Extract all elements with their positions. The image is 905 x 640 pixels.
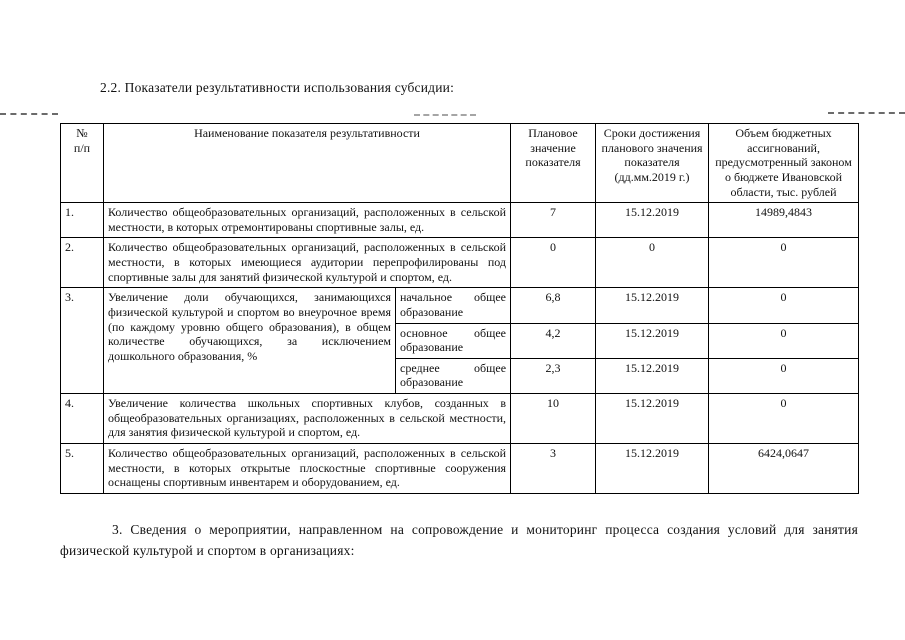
row-plan: 10 [511,394,596,444]
row-num: 3. [61,288,104,394]
row-budget: 6424,0647 [709,443,859,493]
row-num: 5. [61,443,104,493]
row-budget: 0 [709,288,859,323]
row-name: Увеличение доли обучающихся, занимающихся физической культурой и спортом во внеурочное время (по каждому уровню общего образования), в общем количестве обучающихся, за исключением дошкольного образования, % [104,288,396,394]
row-plan: 0 [511,238,596,288]
row-name: Увеличение количества школьных спортивных клубов, созданных в общеобразовательных организациях, расположенных в сельской местности, для занятия физической культурой и спортом, ед. [104,394,511,444]
header-deadline: Сроки достижения планового значения показателя (дд.мм.2019 г.) [596,124,709,203]
table-row-2 [61,238,859,288]
header-name: Наименование показателя результативности [104,124,511,203]
results-table [60,123,859,494]
row-deadline: 15.12.2019 [596,288,709,323]
row-deadline: 15.12.2019 [596,323,709,358]
row-name: Количество общеобразовательных организаций, расположенных в сельской местности, в которых открытые плоскостные спортивные сооружения оснащены спортивным инвентарем и оборудованием, ед. [104,443,511,493]
row-deadline: 15.12.2019 [596,443,709,493]
row-deadline: 15.12.2019 [596,394,709,444]
row-sublevel-label: основное общее образование [396,323,511,358]
row-name: Количество общеобразовательных организаций, расположенных в сельской местности, в которых имеющиеся аудитории перепрофилированы под спортивные залы для занятий физической культурой и спортом, ед. [104,238,511,288]
table-row-5 [61,443,859,493]
table-header-row [61,124,859,203]
row-plan: 6,8 [511,288,596,323]
row-num: 1. [61,203,104,238]
row-name: Количество общеобразовательных организаций, расположенных в сельской местности, в которых отремонтированы спортивные залы, ед. [104,203,511,238]
section-3-paragraph: 3. Сведения о мероприятии, направленном на сопровождение и мониторинг процесса создания условий для занятия физической культурой и спортом в организациях: [60,521,858,558]
row-deadline: 15.12.2019 [596,358,709,393]
table-row-4 [61,394,859,444]
scan-artifact-left [0,113,58,115]
row-budget: 0 [709,358,859,393]
row-deadline: 15.12.2019 [596,203,709,238]
table-row-3a [61,288,859,323]
row-num: 2. [61,238,104,288]
row-plan: 4,2 [511,323,596,358]
row-plan: 7 [511,203,596,238]
table-row-1 [61,203,859,238]
row-budget: 0 [709,394,859,444]
row-budget: 0 [709,323,859,358]
row-budget: 14989,4843 [709,203,859,238]
row-deadline: 0 [596,238,709,288]
row-num: 4. [61,394,104,444]
row-budget: 0 [709,238,859,288]
section-title: 2.2. Показатели результативности использования субсидии: [100,80,455,95]
document-content [60,80,860,562]
header-num: № п/п [61,124,104,203]
header-plan: Плановое значение показателя [511,124,596,203]
header-budget: Объем бюджетных ассигнований, предусмотренный законом о бюджете Ивановской области, тыс. рублей [709,124,859,203]
row-plan: 2,3 [511,358,596,393]
row-plan: 3 [511,443,596,493]
row-sublevel-label: среднее общее образование [396,358,511,393]
row-sublevel-label: начальное общее образование [396,288,511,323]
